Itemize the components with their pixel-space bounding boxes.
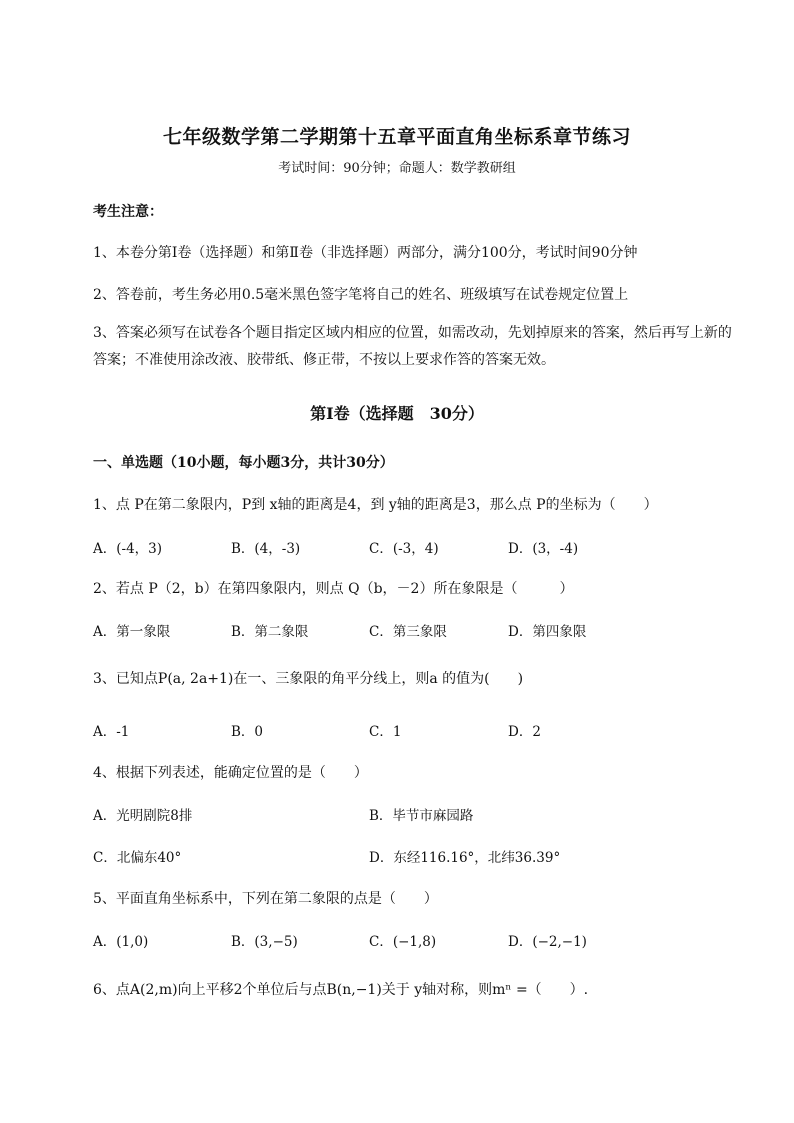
option-b: B．(4，-3) [231,541,301,557]
option-d: D．(3，-4) [508,541,579,557]
option-b: B．0 [231,724,264,740]
question-stem: 3、已知点P(a, 2a+1)在一、三象限的角平分线上，则a 的值为( ) [93,671,524,687]
section-title: 第Ⅰ卷（选择题 30分） [310,404,484,423]
option-d: D．第四象限 [508,624,587,640]
option-b: B．第二象限 [231,624,309,640]
option-d: D．(−2,−1) [508,934,587,950]
question-stem: 4、根据下列表述，能确定位置的是（ ） [93,765,368,781]
question-stem: 5、平面直角坐标系中，下列在第二象限的点是（ ） [93,891,438,907]
option-a: A．(1,0) [93,934,149,950]
option-c: C．北偏东40° [93,850,182,866]
option-d: D．东经116.16°，北纬36.39° [369,850,561,866]
notice-item: 2、答卷前，考生务必用0.5毫米黑色签字笔将自己的姓名、班级填写在试卷规定位置上 [93,287,629,303]
option-a: A．-1 [93,724,130,740]
option-c: C．(-3，4) [369,541,439,557]
option-c: C．第三象限 [369,624,447,640]
option-c: C．(−1,8) [369,934,437,950]
question-stem: 2、若点 P（2，b）在第四象限内，则点 Q（b，－2）所在象限是（ ） [93,581,574,597]
notice-item: 1、本卷分第Ⅰ卷（选择题）和第Ⅱ卷（非选择题）两部分，满分100分，考试时间90分钟 [93,245,638,261]
option-a: A．第一象限 [93,624,171,640]
option-b: B．毕节市麻园路 [369,808,474,824]
option-a: A．(-4，3) [93,541,163,557]
option-d: D．2 [508,724,541,740]
option-a: A．光明剧院8排 [93,808,193,824]
page-title: 七年级数学第二学期第十五章平面直角坐标系章节练习 [162,126,631,148]
notice-heading: 考生注意： [93,204,163,220]
question-stem: 6、点A(2,m)向上平移2个单位后与点B(n,−1)关于 y轴对称，则mⁿ =（ ）. [93,982,589,998]
option-c: C．1 [369,724,402,740]
question-stem: 1、点 P在第二象限内，P到 x轴的距离是4，到 y轴的距离是3，那么点 P的坐标为（ ） [93,497,658,513]
exam-info: 考试时间：90分钟；命题人：数学教研组 [278,161,516,176]
part-heading: 一、单选题（10小题，每小题3分，共计30分） [93,455,394,471]
notice-item: 3、答案必须写在试卷各个题目指定区域内相应的位置，如需改动，先划掉原来的答案，然后再写上新的答案；不准使用涂改液、胶带纸、修正带，不按以上要求作答的答案无效。 [93,325,732,368]
option-b: B．(3,−5) [231,934,298,950]
